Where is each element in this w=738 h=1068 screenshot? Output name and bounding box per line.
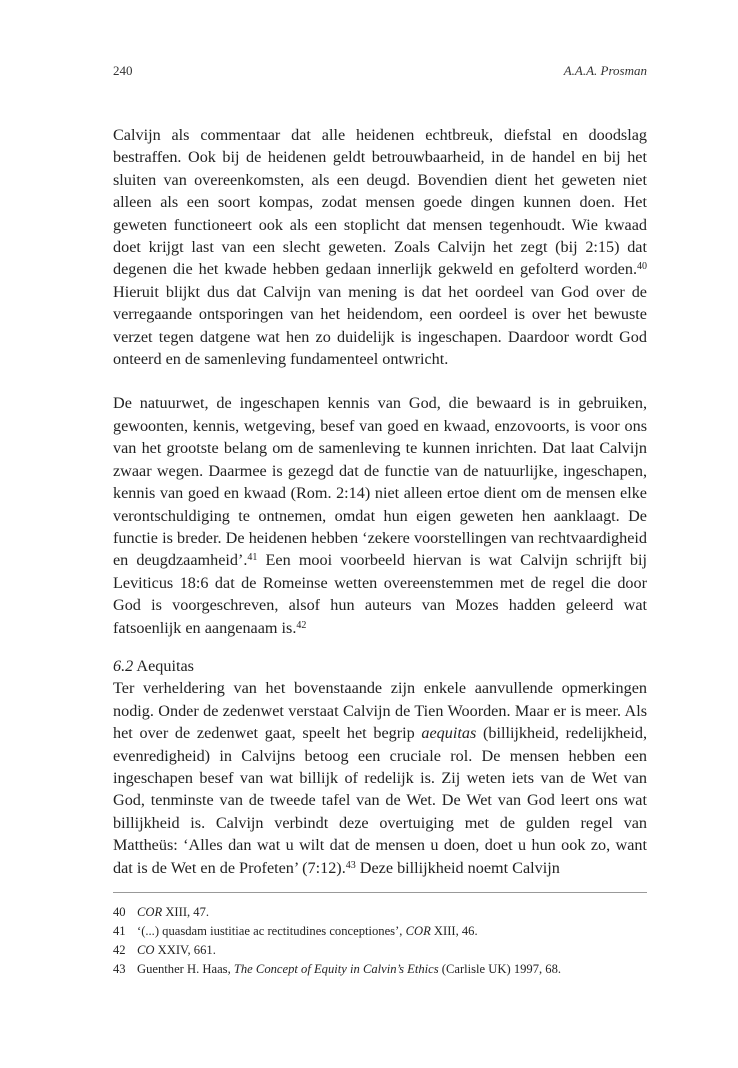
text-run: Ter verheldering van het bovenstaande zijn enkele aanvullende opmerkingen nodig. Onder de zedenwet verstaat Calvijn de Tien Woorden. Maar er is meer. Als het over de zedenwet gaat, speelt het begrip — [113, 679, 647, 743]
section-title: Aequitas — [136, 656, 194, 675]
footnote — [113, 960, 647, 979]
paragraph — [113, 392, 647, 638]
italic-text: CO — [137, 943, 155, 957]
text-run: ‘(...) quasdam iustitiae ac rectitudines conceptiones’, — [137, 924, 406, 938]
footnote-ref: 41 — [247, 552, 258, 564]
section-heading — [113, 655, 647, 677]
text-run: XIII, 47. — [162, 905, 210, 919]
footnote-number: 43 — [113, 962, 126, 976]
paragraph — [113, 124, 647, 370]
section-number: 6.2 — [113, 656, 134, 675]
page-number: 240 — [113, 63, 133, 78]
italic-text: COR — [405, 924, 431, 938]
text-run: XIII, 46. — [430, 924, 478, 938]
text-run: Guenther H. Haas, — [137, 962, 234, 976]
footnote-number: 40 — [113, 905, 126, 919]
section-paragraph — [113, 677, 647, 879]
running-head-author: A.A.A. Prosman — [563, 63, 647, 78]
footnotes — [113, 892, 647, 979]
footnote-ref: 43 — [345, 859, 356, 871]
main-text — [113, 124, 647, 879]
italic-text: aequitas — [421, 724, 477, 743]
footnote-ref: 40 — [637, 261, 647, 273]
footnote-text — [137, 922, 478, 941]
text-run: (Carlisle UK) 1997, 68. — [438, 962, 562, 976]
footnote-text — [137, 960, 561, 979]
text-run: Een mooi voorbeeld hiervan is wat Calvijn schrijft bij Leviticus 18:6 dat de Romeinse wetten overeenstemmen met de regel die door God is voorgeschreven, alsof hun auteurs van Mozes hadden geleerd wat fatsoenlijk en aangenaam is. — [113, 551, 647, 637]
footnote — [113, 903, 647, 922]
text-run: De natuurwet, de ingeschapen kennis van God, die bewaard is in gebruiken, gewoonten, kennis, wetgeving, besef van goed en kwaad, enzovoorts, is voor ons van het grootste belang om de samenleving te kunnen inrichten. Dat laat Calvijn zwaar wegen. Daarmee is gezegd dat de functie van de natuurlijke, ingeschapen, kennis van goed en kwaad (Rom. 2:14) niet alleen ertoe dient om de mensen elke verontschuldiging te ontnemen, omdat hun eigen geweten hen aanklaagt. De functie is breder. De heidenen hebben ‘zekere voorstellingen van rechtvaardigheid en deugdzaamheid’. — [113, 394, 647, 570]
italic-text: COR — [137, 905, 163, 919]
footnote — [113, 941, 647, 960]
footnote-ref: 42 — [296, 619, 307, 631]
footnote-number: 42 — [113, 943, 126, 957]
text-run: (billijkheid, redelijkheid, evenredigheid) in Calvijns betoog een cruciale rol. De mensen hebben een ingeschapen besef van wat billijk of redelijk is. Zij weten iets van de Wet van God, tenminste van de tweede tafel van de Wet. De Wet van God leert ons wat billijkheid is. Calvijn verbindt deze overtuiging met de gulden regel van Mattheüs: ‘Alles dan wat u wilt dat de mensen u doen, doet u hun ook zo, want dat is de Wet en de Profeten’ (7:12). — [113, 724, 647, 877]
italic-text: The Concept of Equity in Calvin’s Ethics — [233, 962, 439, 976]
text-run: Deze billijkheid noemt Calvijn — [355, 858, 560, 877]
text-run: Hieruit blijkt dus dat Calvijn van mening is dat het oordeel van God over de verregaande ontsporingen van het heidendom, een oordeel is over het bewuste verzet tegen datgene wat hen zo duidelijk is ingeschapen. Daardoor wordt God onteerd en de samenleving fundamenteel ontwricht. — [113, 282, 647, 369]
footnote-number: 41 — [113, 924, 126, 938]
footnote-text — [137, 941, 216, 960]
text-run: Calvijn als commentaar dat alle heidenen echtbreuk, diefstal en doodslag bestraffen. Ook bij de heidenen geldt betrouwbaarheid, in de handel en bij het sluiten van overeenkomsten, als een deugd. Bovendien dient het geweten niet alleen als een soort kompas, zodat mensen goede dingen kunnen doen. Het geweten functioneert ook als een stoplicht dat mensen tegenhoudt. Wie kwaad doet krijgt last van een slecht geweten. Zoals Calvijn het zegt (bij 2:15) dat degenen die het kwade hebben gedaan innerlijk gekweld en gefolterd worden. — [113, 126, 647, 279]
footnote-text — [137, 903, 209, 922]
footnote — [113, 922, 647, 941]
text-run: XXIV, 661. — [154, 943, 216, 957]
